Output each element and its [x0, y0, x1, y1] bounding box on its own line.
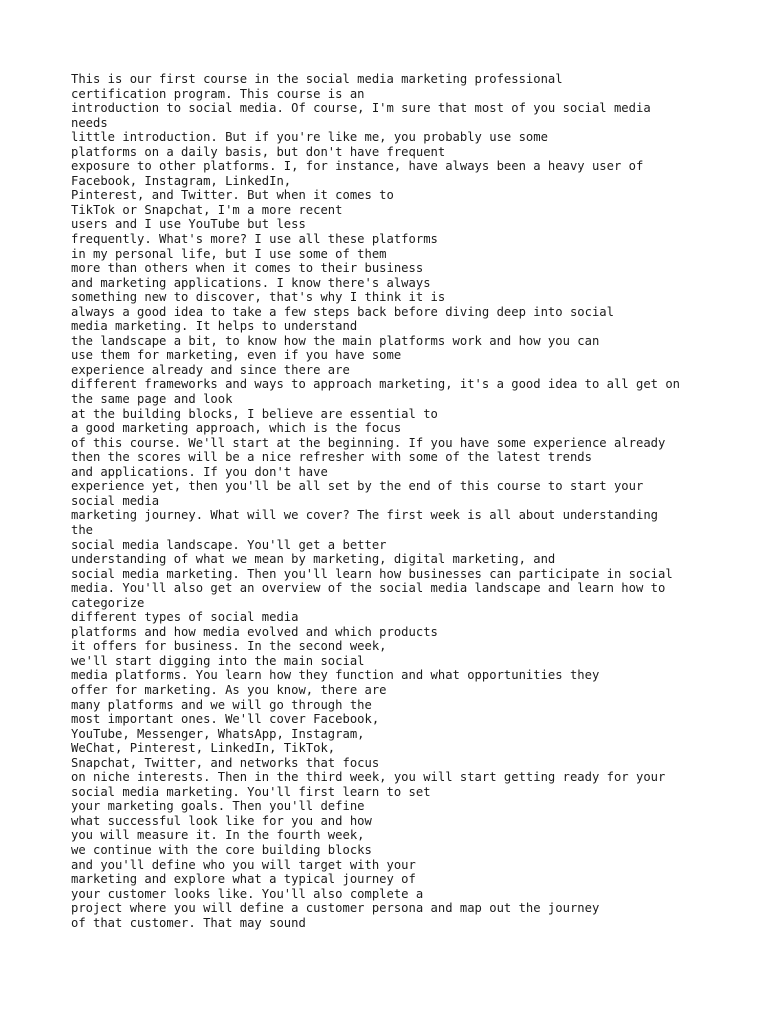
text-line: always a good idea to take a few steps back before diving deep into social — [71, 304, 614, 319]
text-line: offer for marketing. As you know, there are — [71, 682, 387, 697]
text-line: Facebook, Instagram, LinkedIn, — [71, 173, 292, 188]
text-line: categorize — [71, 595, 145, 610]
text-line: social media — [71, 493, 160, 508]
text-line: media. You'll also get an overview of the social media landscape and learn how to — [71, 581, 666, 596]
text-line: and you'll define who you will target with your — [71, 857, 416, 872]
text-line: then the scores will be a nice refresher with some of the latest trends — [71, 450, 592, 465]
text-line: marketing journey. What will we cover? The first week is all about understanding — [71, 508, 658, 523]
text-line: frequently. What's more? I use all these platforms — [71, 232, 438, 247]
text-line: introduction to social media. Of course, I'm sure that most of you social media — [71, 101, 651, 116]
text-line: experience already and since there are — [71, 362, 350, 377]
text-line: of that customer. That may sound — [71, 915, 306, 930]
text-line: you will measure it. In the fourth week, — [71, 828, 365, 843]
text-line: we continue with the core building blocks — [71, 842, 372, 857]
text-line: it offers for business. In the second week, — [71, 639, 387, 654]
text-line: the — [71, 522, 94, 537]
text-line: most important ones. We'll cover Facebook, — [71, 712, 380, 727]
text-line: Pinterest, and Twitter. But when it comes to — [71, 188, 394, 203]
text-line: many platforms and we will go through the — [71, 697, 372, 712]
text-line: needs — [71, 115, 108, 130]
text-line: exposure to other platforms. I, for instance, have always been a heavy user of — [71, 159, 644, 174]
text-line: the same page and look — [71, 392, 233, 407]
text-line: what successful look like for you and how — [71, 813, 372, 828]
text-line: on niche interests. Then in the third week, you will start getting ready for your — [71, 770, 666, 785]
text-line: we'll start digging into the main social — [71, 653, 365, 668]
text-line: certification program. This course is an — [71, 86, 365, 101]
text-line: platforms on a daily basis, but don't have frequent — [71, 144, 446, 159]
text-line: of this course. We'll start at the beginning. If you have some experience already — [71, 435, 666, 450]
text-line: users and I use YouTube but less — [71, 217, 306, 232]
text-line: at the building blocks, I believe are essential to — [71, 406, 438, 421]
text-line: little introduction. But if you're like me, you probably use some — [71, 130, 548, 145]
text-line: YouTube, Messenger, WhatsApp, Instagram, — [71, 726, 365, 741]
text-line: a good marketing approach, which is the focus — [71, 421, 402, 436]
text-line: in my personal life, but I use some of them — [71, 246, 387, 261]
text-line: social media marketing. Then you'll learn how businesses can participate in social — [71, 566, 673, 581]
text-line: different types of social media — [71, 610, 299, 625]
text-line: media marketing. It helps to understand — [71, 319, 358, 334]
text-line: Snapchat, Twitter, and networks that focus — [71, 755, 380, 770]
text-line: platforms and how media evolved and which products — [71, 624, 438, 639]
text-line: project where you will define a customer persona and map out the journey — [71, 901, 600, 916]
text-line: your customer looks like. You'll also complete a — [71, 886, 424, 901]
text-line: experience yet, then you'll be all set by the end of this course to start your — [71, 479, 644, 494]
text-line: something new to discover, that's why I think it is — [71, 290, 446, 305]
text-line: social media marketing. You'll first learn to set — [71, 784, 431, 799]
document-page — [71, 72, 761, 930]
text-line: more than others when it comes to their business — [71, 261, 424, 276]
text-line: media platforms. You learn how they function and what opportunities they — [71, 668, 600, 683]
text-line: and marketing applications. I know there's always — [71, 275, 431, 290]
text-line: social media landscape. You'll get a better — [71, 537, 387, 552]
text-line: use them for marketing, even if you have some — [71, 348, 402, 363]
text-line: This is our first course in the social media marketing professional — [71, 72, 563, 86]
text-line: TikTok or Snapchat, I'm a more recent — [71, 202, 343, 217]
text-line: and applications. If you don't have — [71, 464, 328, 479]
text-line: understanding of what we mean by marketing, digital marketing, and — [71, 552, 556, 567]
text-line: the landscape a bit, to know how the main platforms work and how you can — [71, 333, 600, 348]
text-line: WeChat, Pinterest, LinkedIn, TikTok, — [71, 741, 336, 756]
text-line: your marketing goals. Then you'll define — [71, 799, 365, 814]
text-line: marketing and explore what a typical journey of — [71, 872, 416, 887]
text-line: different frameworks and ways to approach marketing, it's a good idea to all get on — [71, 377, 681, 392]
